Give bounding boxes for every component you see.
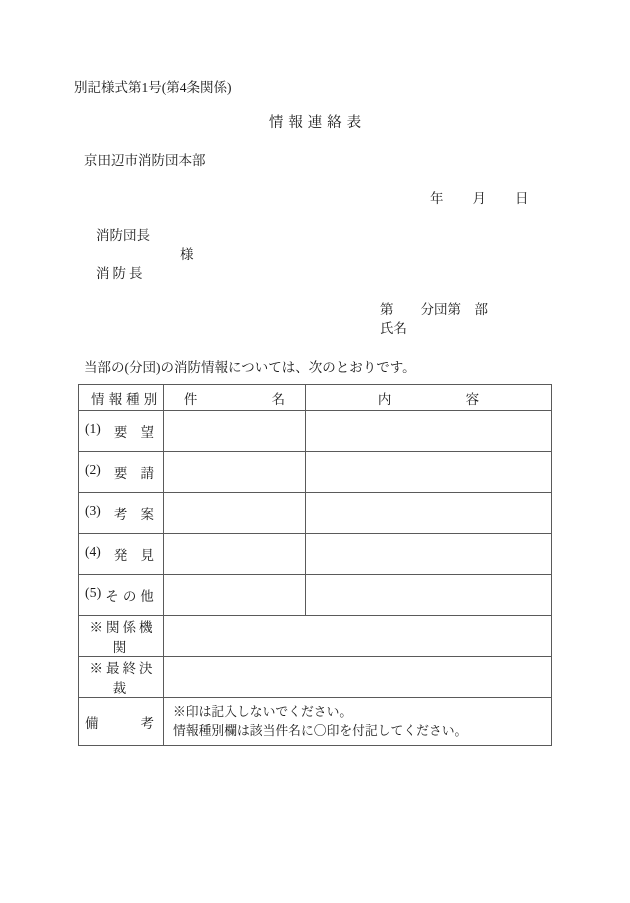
row-label [79,585,163,605]
table-row [79,575,552,616]
detail-input-cell[interactable] [306,575,552,616]
row-label-cell [79,534,164,575]
table-row-related-agency [79,616,552,657]
lead-sentence: 当部の(分団)の消防情報については、次のとおりです。 [84,360,416,375]
row-number: (4) [85,544,101,559]
detail-input-cell[interactable] [306,452,552,493]
remarks-label-left: 備 [85,715,99,731]
row-label: ※最終決裁 [89,661,156,696]
table-header-row [79,385,552,411]
subject-input-cell[interactable] [164,575,306,616]
row-label-right: 請 [140,466,154,481]
row-label [79,421,163,441]
row-number: (5) [85,585,102,600]
remarks-text [164,699,551,744]
sender-name-label: 氏名 [380,321,407,336]
header-label-subject: 件 名 [183,391,290,407]
remarks-cell [164,698,552,746]
table-row [79,534,552,575]
row-label: ※関係機関 [89,620,156,655]
row-label-cell [79,452,164,493]
table-row-final-approval [79,657,552,698]
subject-input-cell[interactable] [164,534,306,575]
header-cell-detail [306,385,552,411]
detail-input-cell[interactable] [306,493,552,534]
row-label-cell [79,575,164,616]
related-agency-input-cell[interactable] [164,616,552,657]
remarks-label-right: 考 [140,715,154,731]
remarks-line-2: 情報種別欄は該当件名に〇印を付記してください。 [173,723,468,738]
issuing-organization: 京田辺市消防団本部 [84,153,206,168]
remarks-line-1: ※印は記入しないでください。 [173,704,353,719]
row-label-right: の 他 [122,589,154,604]
addressee-secondary: 消防長 [96,266,146,281]
header-cell-kind [79,385,164,411]
subject-input-cell[interactable] [164,411,306,452]
sender-unit: 第 分団第 部 [380,302,488,317]
subject-input-cell[interactable] [164,452,306,493]
detail-input-cell[interactable] [306,534,552,575]
remarks-label-cell [79,698,164,746]
row-number: (3) [85,503,101,518]
document-title: 情報連絡表 [268,115,367,131]
row-label-left: そ [105,589,120,604]
row-label-right: 見 [140,548,154,563]
detail-input-cell[interactable] [306,411,552,452]
row-label-right: 案 [140,507,154,522]
information-table [78,384,552,746]
row-label-left: 考 [113,507,128,522]
row-label-left: 発 [113,548,128,563]
header-label-kind: 情報種別 [91,391,162,407]
table-row [79,493,552,534]
addressee-primary: 消防団長 [96,228,150,243]
row-label-cell [79,616,164,657]
row-label-cell [79,493,164,534]
table-row [79,411,552,452]
row-label [79,544,163,564]
row-label [79,462,163,482]
date-line: 年 月 日 [430,191,530,206]
row-label-left: 要 [113,425,128,440]
row-label-cell [79,411,164,452]
row-label-right: 望 [140,425,154,440]
table-row-remarks [79,698,552,746]
form-number: 別記様式第1号(第4条関係) [74,80,232,95]
header-label-detail: 内 容 [377,391,484,407]
remarks-label [79,712,163,732]
addressee-honorific: 様 [180,247,194,262]
header-cell-subject [164,385,306,411]
row-number: (2) [85,462,101,477]
row-label [79,503,163,523]
row-label-cell [79,657,164,698]
subject-input-cell[interactable] [164,493,306,534]
final-approval-input-cell[interactable] [164,657,552,698]
table-row [79,452,552,493]
row-label-left: 要 [113,466,128,481]
row-number: (1) [85,421,101,436]
